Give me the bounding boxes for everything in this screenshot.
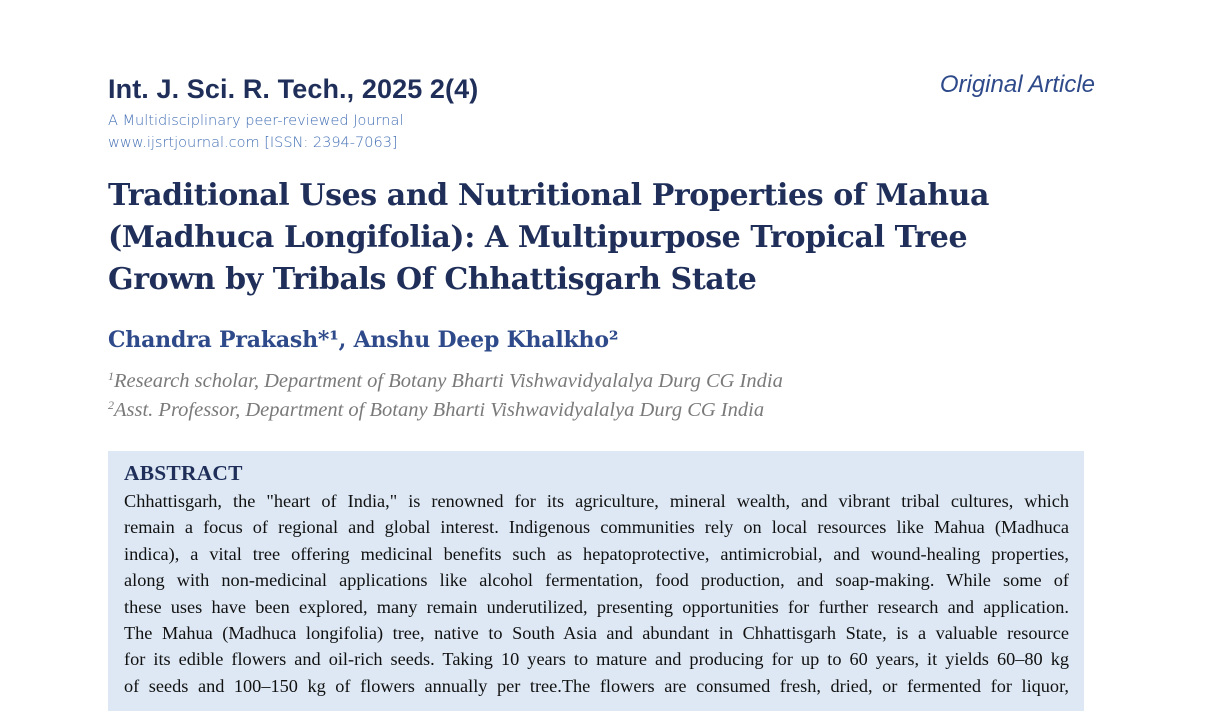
paper-title-line: Grown by Tribals Of Chhattisgarh State	[108, 262, 757, 297]
paper-title-line: Traditional Uses and Nutritional Properties of Mahua	[108, 178, 990, 213]
affiliation-2	[108, 399, 764, 422]
author-list: Chandra Prakash*¹, Anshu Deep Khalkho²	[108, 327, 619, 353]
abstract-body	[124, 488, 1069, 699]
affiliation-marker: 2	[108, 398, 114, 412]
abstract-heading: ABSTRACT	[124, 461, 243, 485]
affiliation-text: Research scholar, Department of Botany Bharti Vishwavidyalalya Durg CG India	[114, 370, 783, 392]
paper-title	[108, 175, 1108, 301]
abstract-line: Chhattisgarh, the "heart of India," is renowned for its agriculture, mineral wealth, and vibrant tribal cultures, which	[124, 491, 1069, 511]
abstract-line: of seeds and 100–150 kg of flowers annually per tree.The flowers are consumed fresh, dried, or fermented for liquor,	[124, 675, 1069, 696]
article-type-label: Original Article	[939, 71, 1095, 98]
abstract-line: for its edible flowers and oil-rich seeds. Taking 10 years to mature and producing for up to 60 years, it yields 60–80 kg	[124, 649, 1069, 670]
paper-title-line: (Madhuca Longifolia): A Multipurpose Tropical Tree	[108, 220, 968, 255]
abstract-box	[108, 451, 1084, 711]
abstract-line: along with non-medicinal applications like alcohol fermentation, food production, and soap-making. While some of	[124, 570, 1069, 591]
affiliation-marker: 1	[108, 369, 114, 383]
abstract-line: remain a focus of regional and global interest. Indigenous communities rely on local resources like Mahua (Madhuca	[124, 517, 1069, 538]
affiliation-text: Asst. Professor, Department of Botany Bharti Vishwavidyalalya Durg CG India	[114, 399, 765, 421]
abstract-line: The Mahua (Madhuca longifolia) tree, native to South Asia and abundant in Chhattisgarh State, is a valuable resource	[124, 622, 1069, 643]
affiliation-1	[108, 370, 783, 393]
abstract-line: indica), a vital tree offering medicinal benefits such as hepatoprotective, antimicrobial, and wound-healing properties,	[124, 543, 1069, 564]
journal-website-issn: www.ijsrtjournal.com [ISSN: 2394-7063]	[108, 135, 398, 151]
abstract-line: these uses have been explored, many remain underutilized, presenting opportunities for further research and application.	[124, 596, 1069, 617]
journal-subtitle: A Multidisciplinary peer-reviewed Journal	[108, 113, 404, 129]
journal-title: Int. J. Sci. R. Tech., 2025 2(4)	[108, 74, 479, 104]
